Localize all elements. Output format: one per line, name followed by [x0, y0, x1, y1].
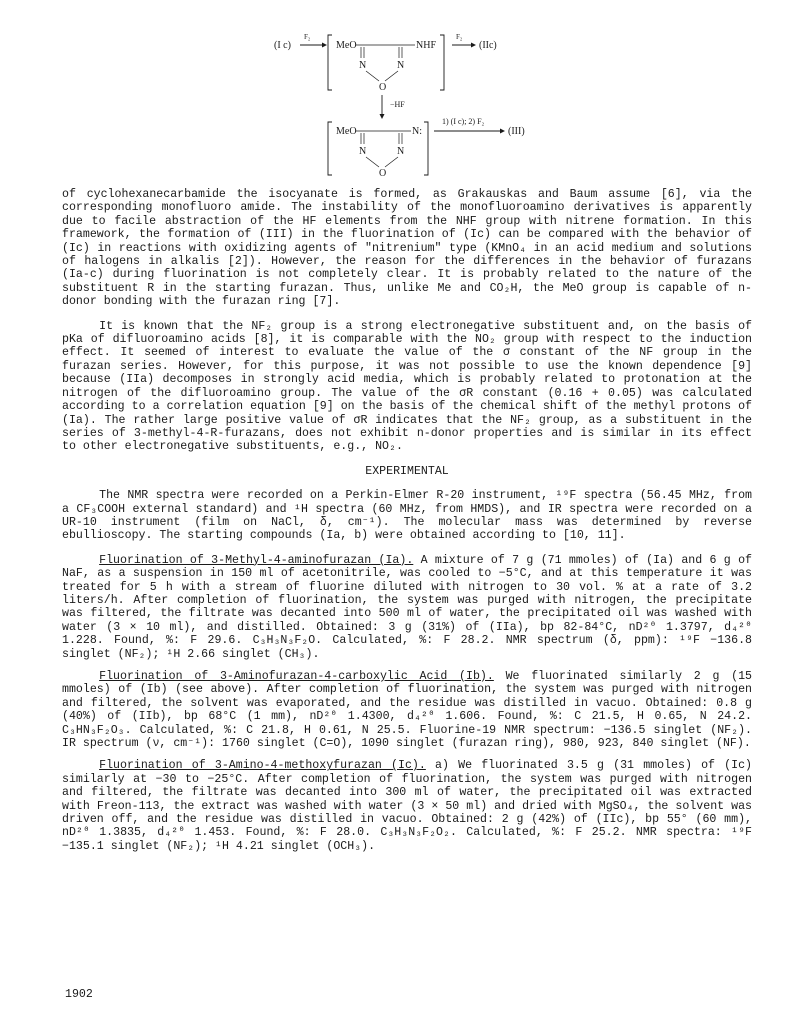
box2-n-left: N [359, 146, 367, 157]
box1-n-right: N [397, 60, 405, 71]
paragraph-fluorination-ic [62, 759, 752, 853]
box1-no-left [366, 71, 379, 81]
box2-o: O [379, 168, 387, 179]
minus-hf-label: −HF [390, 100, 405, 109]
paragraph-instruments: The NMR spectra were recorded on a Perkin-Elmer R-20 instrument, ¹⁹F spectra (56.45 MHz, from a CF₃COOH external standard) and ¹H spectra (60 MHz, from HMDS), and IR spectra were recorded on a UR-10 instrument (film on NaCl, δ, cm⁻¹). The molecular mass was determined by reverse ebullioscopy. The starting compounds (Ia, b) were obtained according to [10, 11]. [62, 489, 752, 543]
scheme-start-label: (I c) [274, 40, 291, 51]
arrow-3-head [500, 129, 505, 134]
box2-n: N: [412, 126, 422, 137]
subheading-fluorination-ic: Fluorination of 3-Amino-4-methoxyfurazan (Ic). [99, 759, 426, 773]
paragraph-fluorination-ib [62, 670, 752, 750]
box1-no-right [385, 71, 398, 81]
body-fluorination-ia: A mixture of 7 g (71 mmoles) of (Ia) and 6 g of NaF, as a suspension in 150 ml of acetonitrile, was cooled to −5°C, and at this temperature it was treated for 5 h with a stream of fluorine diluted with nitrogen to 30 vol. % at a rate of 3.2 liters/h. After completion of fluorination, the system was purged with nitrogen, the precipitate was filtered, the filtrate was decanted into 500 ml of water, the precipitated oil was washed with water (3 × 10 ml), and distilled. Obtained: 3 g (31%) of (IIa), bp 82-84°C, nD²⁰ 1.3797, d₄²⁰ 1.228. Found, %: F 29.6. C₃H₃N₃F₂O. Calculated, %: F 28.2. NMR spectrum (δ, ppm): ¹⁹F −136.8 singlet (NF₂); ¹H 2.66 singlet (CH₃). [62, 553, 752, 661]
bracket-1-right [440, 35, 444, 90]
section-heading-experimental: EXPERIMENTAL [365, 464, 449, 478]
body-text [62, 188, 752, 853]
arrow-2-reagent: F₂ [456, 33, 463, 41]
product-iii: (III) [508, 126, 525, 137]
box2-no-left [366, 157, 379, 167]
bracket-1-left [328, 35, 332, 90]
subheading-fluorination-ib: Fluorination of 3-Aminofurazan-4-carboxylic Acid (Ib). [99, 670, 494, 683]
reaction-scheme-svg [0, 0, 807, 185]
page-number: 1902 [65, 988, 93, 1001]
arrow-1-head [322, 43, 327, 48]
box2-meo: MeO [336, 126, 357, 137]
arrow-1-reagent: F₂ [304, 33, 311, 41]
box1-n-left: N [359, 60, 367, 71]
product-iic: (IIc) [479, 40, 497, 51]
subheading-fluorination-ia: Fluorination of 3-Methyl-4-aminofurazan (Ia). [99, 553, 414, 567]
box1-nhf: NHF [416, 40, 437, 51]
bracket-2-left [328, 122, 332, 175]
arrow-down-head [380, 114, 385, 119]
body-fluorination-ib: We fluorinated similarly 2 g (15 mmoles) of (Ib) (see above). After completion of fluorination, the system was purged with nitrogen and filtered, the solvent was evaporated, and the residue was distilled in vacuo. Obtained: 0.8 g (40%) of (IIb), bp 68°C (1 mm), nD²⁰ 1.4300, d₄²⁰ 1.606. Found, %: C 21.5, H 0.65, N 24.2. C₃HN₃F₂O₃. Calculated, %: C 21.8, H 0.61, N 25.5. Fluorine-19 NMR spectrum: −136.5 singlet (NF₂). IR spectrum (ν, cm⁻¹): 1760 singlet (C=O), 1090 singlet (furazan ring), 980, 923, 840 singlet (NF). [62, 670, 753, 751]
arrow-2-head [471, 43, 476, 48]
body-fluorination-ic: a) We fluorinated 3.5 g (31 mmoles) of (Ic) similarly at −30 to −25°C. After completion of fluorination, the system was purged with nitrogen and filtered, the filtrate was decanted into 300 ml of water, the precipitated oil was extracted with Freon-113, the extract was washed with water (3 × 50 ml) and dried with MgSO₄, the solvent was driven off, and the residue was distilled in vacuo. Obtained: 2 g (42%) of (IIc), bp 55° (60 mm), nD²⁰ 1.3835, d₄²⁰ 1.453. Found, %: F 28.0. C₃H₃N₃F₂O₂. Calculated, %: F 25.2. NMR spectra: ¹⁹F −135.1 singlet (NF₂); ¹H 4.21 singlet (OCH₃). [62, 759, 753, 853]
box2-n-right: N [397, 146, 405, 157]
paragraph-continuation: of cyclohexanecarbamide the isocyanate is formed, as Grakauskas and Baum assume [6], via the corresponding monofluoro amide. The instability of the monofluoroamino derivatives is apparently due to facile abstraction of the HF elements from the NHF group with nitrene formation. In this framework, the formation of (III) in the fluorination of (Ic) can be compared with the behavior of (Ic) in reactions with oxidizing agents of "nitrenium" type (KMnO₄ in an acid medium and solutions of halogens in alkalis [2]). However, the reason for the differences in the behavior of furazans (Ia-c) during fluorination is not completely clear. It is probably related to the nature of the substituent R in the starting furazan. Thus, unlike Me and CO₂H, the MeO group is capable of n-donor bonding with the furazan ring [7]. [62, 188, 752, 309]
reaction-scheme [0, 0, 807, 185]
bracket-2-right [424, 122, 428, 175]
box2-no-right [385, 157, 398, 167]
box1-meo: MeO [336, 40, 357, 51]
box1-o: O [379, 82, 387, 93]
arrow-3-reagents: 1) (I c); 2) F₂ [442, 117, 485, 126]
paragraph-nf2-substituent: It is known that the NF₂ group is a strong electronegative substituent and, on the basis of pKa of difluoroamino acids [8], it is comparable with the NO₂ group with respect to the induction effect. It seemed of interest to evaluate the value of the σ constant of the NF group in the furazan series. However, for this purpose, it was not possible to use the known dependence [9] because (IIa) decomposes in strongly acid media, which is probably related to protonation at the nitrogen of the difluoroamino group. The value of the σR constant (0.16 + 0.05) was calculated according to a correlation equation [9] on the basis of the chemical shift of the methyl protons of (Ia). The rather large positive value of σR indicates that the NF₂ group, as a substituent in the series of 3-methyl-4-R-furazans, does not exhibit n-donor properties and is similar in its effect to other electronegative substituents, e.g., NO₂. [62, 319, 752, 454]
paragraph-fluorination-ia [62, 554, 752, 661]
